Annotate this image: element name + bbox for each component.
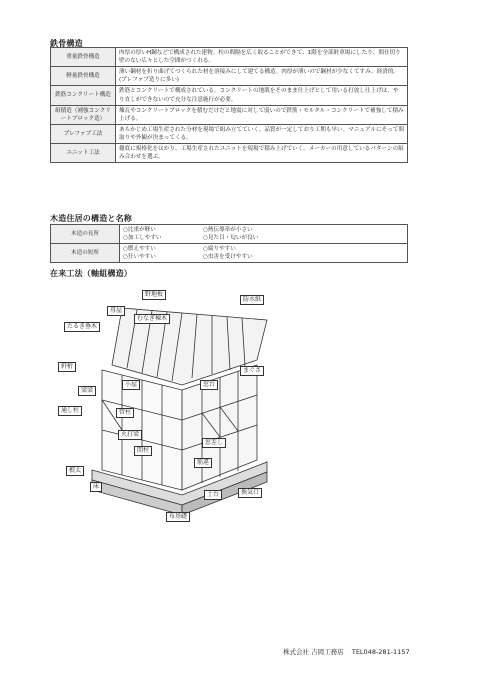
row-label: プレファブ工法 [51, 124, 116, 143]
wood-section-title: 木造住居の構造と名称 [50, 214, 132, 223]
footer [283, 647, 410, 656]
row-label: 組積造（補強コンクリートブロック造） [51, 105, 116, 124]
label-kankiguchi: 換気口 [238, 488, 262, 498]
method-section-title: 在来工法（軸組構造） [50, 269, 132, 278]
table-row [51, 67, 408, 86]
steel-section-title: 鉄骨構造 [50, 39, 83, 48]
label-neda: 根太 [66, 466, 84, 476]
list-item: ○見た目・匂いが良い [203, 235, 259, 242]
row-label: 木造の短所 [51, 244, 120, 263]
label-mabashira: 間柱 [134, 446, 152, 456]
table-row [51, 244, 408, 263]
table-row [51, 124, 408, 143]
table-row [51, 86, 408, 105]
wood-pros-cons-table [50, 224, 408, 263]
row-label: 重量鉄骨構造 [51, 48, 116, 67]
row-items [120, 225, 408, 244]
steel-structure-table [50, 47, 408, 163]
label-dodai: 土台 [204, 490, 222, 500]
label-bosuisou: 防水紙 [240, 295, 264, 305]
label-madoshita: 窓差し [202, 438, 226, 448]
row-desc: 鉄筋とコンクリートで構成されている。コンクリートの地肌をそのまま仕上げとして用いる打放し仕上げは、やり直しができないので充分な注意施行が必要。 [116, 86, 408, 105]
row-label: 鉄筋コンクリート構造 [51, 86, 116, 105]
table-row [51, 105, 408, 124]
list-item: ○燃えやすい [123, 246, 156, 253]
row-label: ユニット工法 [51, 144, 116, 163]
row-desc: 徹底に規格化をはかり、工場生産されたユニットを現場で積み上げていく。メーカーの用意しているパターンの組み合わせを選ぶ。 [116, 144, 408, 163]
table-row [51, 144, 408, 163]
label-bokyo: 母屋 [107, 306, 125, 316]
table-row [51, 225, 408, 244]
list-item: ○熱伝導率が小さい [203, 227, 253, 233]
table-row [51, 48, 408, 67]
list-item: ○腐りやすい [203, 246, 236, 253]
row-label: 軽量鉄骨構造 [51, 67, 116, 86]
label-madogusa: まぐさ [240, 366, 264, 376]
row-desc: 煉瓦やコンクリートブロックを積むだけだと地震に対して弱いので鉄筋・モルタル・コンクリートで補強して積み上げる。 [116, 105, 408, 124]
row-items [120, 244, 408, 263]
label-keikan: 窓台 [200, 380, 218, 390]
row-desc: あらかじめ工場生産された分材を現場で組み立てていく。品質が一定しており工期も早い。マニュアルにそって間取りや外観が決まってくる。 [116, 124, 408, 143]
label-hiuchibari: 火打梁 [118, 430, 142, 440]
company-name: 株式会社 吉岡工務店 [283, 648, 344, 656]
label-kudabashira: 管柱 [116, 408, 134, 418]
label-munagi: むなぎ棟木 [134, 314, 170, 324]
label-koya: 小屋 [122, 380, 140, 390]
list-item: ○加工しやすい [123, 235, 162, 242]
row-label: 木造の長所 [51, 225, 120, 244]
label-taruki: たるき垂木 [64, 322, 100, 332]
list-item: ○虫害を受けやすい [203, 254, 253, 261]
label-nunokiso: 布基礎 [166, 512, 190, 522]
row-desc: 肉厚の厚いH鋼などで構成された建物。柱の間隔を広く取ることができて、1階を全部駐車場にしたり、間仕切り壁のない広々とした空間がつくれる。 [116, 48, 408, 67]
label-sujikai: 筋違 [194, 458, 212, 468]
row-desc: 薄い鋼材を折り曲げてつくられた材を溶接みにして建てる構造。肉厚が薄いので鋼材が少なくてすみ、経済的。(プレファブ造りに多い) [116, 67, 408, 86]
label-dashibashira: 通し柱 [58, 406, 82, 416]
house-frame-illustration [42, 290, 302, 530]
label-yuka: 床 [90, 482, 102, 492]
company-phone: TEL048-281-1157 [351, 648, 410, 656]
label-nojiita: 野地板 [142, 290, 166, 300]
label-nokigeta: 軒桁 [58, 362, 76, 372]
list-item: ○比重が軽い [123, 227, 156, 233]
label-hari: 梁梁 [78, 386, 96, 396]
list-item: ○狂いやすい [123, 254, 156, 261]
